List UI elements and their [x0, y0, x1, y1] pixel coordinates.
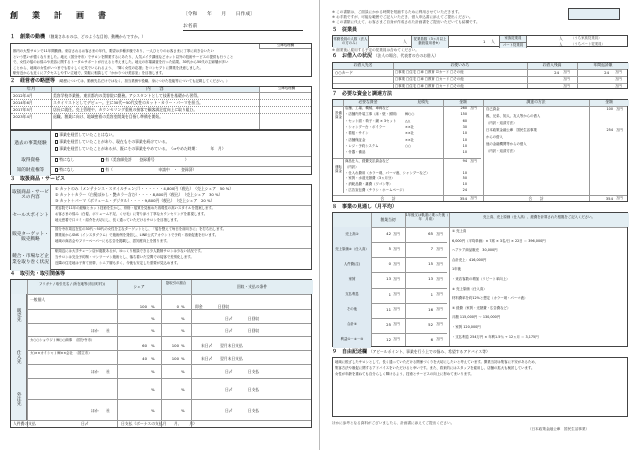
forecast-start: 12: [386, 336, 391, 342]
partners-header-share: シェア: [117, 280, 161, 294]
forecast-basis-line: ・支払利息 254万円 × 年利1.5％ ÷ 12ヵ月 ＝ 3,175円: [452, 334, 539, 339]
supplier-kake: 100: [171, 356, 179, 361]
forecast-label: その他: [333, 303, 371, 318]
partners-header-kake: 掛取引の割合: [161, 280, 191, 294]
customer-name: 一般個人: [30, 297, 46, 302]
free-text-line: 女性が年齢を重ねても自分らしく輝けるよう、技術とサービスの向上に努めてまいります。: [335, 372, 474, 376]
opex-amount: 50: [462, 176, 467, 181]
suppliers-label: 仕入先: [11, 336, 27, 378]
capex-item: ・レジ・予約システム: [345, 143, 379, 148]
loans-header-annual: 年間返済額: [577, 63, 629, 69]
loan-lender: ○○カード: [335, 70, 354, 75]
past-business-option[interactable]: 事業を経営していたことがあるが、既にその事業をやめている。（⇒やめた時期： 年 月）: [55, 147, 226, 151]
customer-term: 日〆 日回収: [225, 316, 260, 321]
payroll-label: 人件費の支払: [13, 421, 36, 426]
supplier-term: 日〆 日支払: [225, 369, 260, 374]
fund-total-unit: 万円: [616, 196, 623, 200]
forecast-unit: 万円: [393, 246, 400, 251]
forecast-later: 15: [428, 261, 433, 267]
selling-point-line: 地元密着で口コミ・紹介を大切にし、長く通っていただけるサロンを目指します。: [55, 218, 181, 222]
forecast-basis-line: ② 売上原価（仕入高）: [452, 286, 487, 291]
free-text-line: 地域に根ざしたサロンとして、長く通っていただける関係づくりを大切にしたいと考えています。開業当初は集客に不安があるため、: [335, 360, 538, 364]
section4-title: ４ 取引先・取引関係等: [10, 271, 66, 277]
forecast-header-later: 1年後又は軌道に乗った後（ 年 月頃）: [405, 213, 449, 227]
forecast-label: 人件費(注): [333, 257, 371, 272]
section6-title: ６ お借入の状況 （法人の場合、代表者の方のお借入）: [332, 53, 439, 59]
section5-title: ５ 従業員: [332, 27, 358, 33]
history-year: 2023年4月: [13, 114, 33, 119]
competition-label: 競合・市場など企業を取り巻く状況: [11, 248, 51, 271]
capex-amount: 260: [460, 106, 467, 110]
customer-term: 即金 日回収: [195, 304, 230, 309]
loan-unit: 万円: [615, 83, 622, 88]
history-header-desc: 内 容: [51, 87, 259, 92]
capex-source: ㈱○○: [405, 112, 415, 117]
capex-item: 店舗、工場、機械、車両など: [345, 106, 390, 110]
capex-item: ・セット面・椅子・鏡 × 3セット: [345, 118, 397, 123]
capex-amount: 30: [462, 124, 467, 129]
capex-source: ××社: [405, 137, 415, 142]
capex-amount: 60: [462, 118, 467, 123]
forecast-unit: 万円: [393, 261, 400, 266]
forecast-unit: 万円: [436, 231, 443, 236]
forecast-unit: 万円: [436, 322, 443, 327]
fund-unit: 万円: [616, 107, 623, 111]
forecast-later: 7: [430, 246, 433, 252]
strategy-line: 開業前からSNS（インスタグラム）で施術例を発信し、LINE公式アカウントで予約・再来促進を行います。: [55, 233, 219, 237]
loan-unit: 万円: [615, 76, 622, 81]
capex-source: ○○: [405, 143, 411, 148]
partners-header-name: フリガナ / 取引先名 / (所在地等(市区町村)): [27, 280, 117, 294]
notice-line: ※ この書類に代えて、お客さまご自身が作成された計画書をご提出いただいても結構です。: [332, 20, 480, 24]
forecast-unit: 万円: [436, 246, 443, 251]
history-year: 2017年5月: [13, 107, 33, 112]
forecast-basis-line: ③ 経費（家賃・光熱費・広告費など）: [452, 305, 511, 310]
need-total: 354: [459, 195, 467, 201]
need-header-amount: 金額: [443, 100, 483, 106]
forecast-basis-line: 材料費率を約12%と想定（カラー剤・パーマ液）: [452, 296, 528, 301]
employees-note-top: ※ 創業後に雇用する予定の従業員は含めてください。: [332, 48, 419, 52]
need-total-unit: 万円: [470, 196, 477, 200]
need-header-source: 見積先: [403, 100, 443, 106]
subcontractors-label: 外注先: [11, 378, 27, 420]
opex-item: ・仕入れ費用（カラー剤、パーマ液、シャンプーなど）: [345, 170, 430, 175]
customer-kake: 0: [176, 304, 179, 309]
loans-header-lender: お借入先名: [333, 63, 393, 69]
loan-balance: 24: [554, 70, 559, 75]
forecast-basis-line: ① 売上高: [452, 229, 467, 233]
forecast-start: 42: [386, 231, 391, 237]
fund-amount: 254: [606, 128, 613, 132]
section8-title: ８ 事業の見通し（月平均）: [332, 204, 398, 210]
forecast-basis-line: ・来店客数の増加（リピート率向上）: [452, 277, 510, 281]
competition-line: 駅周辺には大手チェーン店が複数あるが、ゆっくり相談できる少人数制サロンは少ない状況です。: [55, 249, 204, 253]
past-business-option[interactable]: 事業を経営していたことはない。: [55, 133, 116, 137]
subcontractor-term: 日〆 日支払: [225, 387, 260, 392]
forecast-table: [332, 212, 628, 347]
selling-point-line: お客さまの悩み（白髪、ボリューム不足、くせ毛）に寄り添う丁寧なカウンセリングを重視します。: [55, 212, 208, 216]
section9-title: ９ 自由記述欄 （アピールポイント、事業を行う上での悩み、希望するアドバイス等）: [332, 349, 490, 355]
loans-header-use: お使いみち: [393, 63, 527, 69]
right-page: [320, 0, 640, 450]
opex-unit: 万円: [470, 159, 477, 163]
capex-amount: 10: [462, 150, 467, 155]
loan-unit: 万円: [615, 70, 622, 74]
applicant-name-field[interactable]: お名前: [183, 24, 303, 31]
capex-item: ・什器・備品: [345, 150, 366, 155]
capex-amount: 10: [462, 143, 467, 148]
selling-points-label: セールスポイント: [11, 205, 51, 226]
opex-amount: 24: [462, 188, 467, 192]
capex-amount: 10: [462, 131, 467, 136]
office-use-label: 公庫処理欄: [259, 44, 311, 49]
fund-header-amount: 金額: [589, 100, 629, 106]
employee-unit: 人: [491, 39, 495, 44]
forecast-label: 利益①－②－③: [333, 333, 371, 348]
need-header-item: 必要な資金: [333, 100, 403, 106]
supplier-name: カ○○ショウジ / ㈱○○商事 （国分寺市）: [30, 338, 95, 342]
forecast-unit: 万円: [436, 337, 443, 342]
motivation-line: で、女性の髪のお悩みや美容に関するトータルサポートが行えると考えました。地元の市場調査を行った結果、30代から50代の主婦層が多い: [13, 60, 229, 64]
family-count-label: 家族従業員: [499, 36, 527, 42]
forecast-start: 0: [388, 261, 391, 267]
section1-title: １ 創業の動機 （創業されるのは、どのような目的、動機からですか。）: [10, 34, 146, 40]
creation-date: 〔令和 年 月 日作成〕: [183, 12, 255, 17]
forecast-start: 5: [388, 246, 391, 252]
footer-note: ほかに参考となる資料がございましたら、計画書に添えてご提出ください。: [332, 421, 455, 425]
forecast-basis-line: 合計売上：416,000円: [452, 257, 487, 262]
payroll-close: 日〆: [81, 421, 89, 426]
forecast-unit: 万円: [393, 307, 400, 312]
opex-amount: 10: [462, 182, 467, 187]
forecast-header-basis: 売上高、売上原価（仕入高）、経費を計算された根拠をご記入ください。: [449, 213, 629, 227]
forecast-basis-line: 月額 115,000円 ～ 130,000円: [452, 315, 501, 320]
ip-option[interactable]: ✓特になし: [56, 167, 75, 174]
fund-item: 他の金融機関等からの借入: [486, 142, 527, 146]
license-option[interactable]: 特になし: [55, 158, 74, 162]
forecast-unit: 万円: [393, 276, 400, 281]
selling-point-line: 美容院で11年の経験とカット技術を生かし、骨格・髪質を見極めた再現性の高いスタイルを提案します。: [55, 206, 215, 210]
capex-source: △△: [405, 118, 411, 123]
forecast-basis-line: 6,000円（平均単価）× 7席 × 3名/日 × 22日 ＝ 396,000円: [452, 238, 546, 243]
products-label: 取扱商品・サービスの内容: [11, 185, 51, 205]
experience-table: [10, 130, 312, 175]
fund-total-label: 合 計: [528, 195, 544, 201]
motivation-line: という思いが強くなりました。地元（国分寺市）でサロンを開業するにあたり、人気メイク講座などカット以外の技術サービスの提供も行うこと: [13, 54, 234, 59]
supplier-share: 40: [142, 356, 147, 361]
capex-unit: 万円: [470, 106, 477, 110]
past-business-option[interactable]: 事業を経営していたことがあり、現在もその事業を続けている。: [55, 140, 169, 144]
customers-label: 販売先: [11, 294, 27, 336]
fund-item: （内訳・返済方法）: [486, 149, 517, 153]
strategy-line: 国分寺市周辺在住の30代～50代の女性を主なターゲットとし、「髪を整えて毎日を前向きに」を打ち出します。: [55, 227, 226, 231]
forecast-basis-line: 1年後: [452, 267, 461, 272]
opex-amount: 10: [462, 170, 467, 175]
family-unit: 人: [559, 35, 563, 41]
fund-item: からの借入: [486, 135, 503, 139]
notice-line: ※ この書類は、ご面談にかかる時間を短縮するために利用させていただきます。: [332, 10, 462, 14]
motivation-line: 都内の大型サロンで11年間勤務。来店されるお客さまの年代、要望は多種多様であり、一人ひとりのお客さまに丁寧に向き合いたい: [13, 49, 214, 53]
footer-org: （日本政策金融公庫 国民生活事業）: [528, 427, 590, 431]
section7-title: ７ 必要な資金と調達方法: [332, 91, 393, 97]
partners-header-terms: 回収・支払の条件: [191, 280, 313, 294]
supplier-others: ほか 社: [91, 369, 110, 374]
section2-title: ２ 経営者の略歴等 （略歴については、勤務先名だけではなく、担当業務や役職、身につけた技能等についても記載してください。）: [10, 78, 230, 84]
subcontractor-term: 日〆 日支払: [225, 408, 260, 413]
loans-table: [332, 62, 628, 89]
free-text-line: 集客方法や販促に関するアドバイスをいただけると幸いです。また、将来的にはスタッフを雇用し、店舗の拡大も検討しています。: [335, 366, 535, 370]
history-year: 2012年4月: [13, 93, 33, 98]
loan-unit: 万円: [563, 76, 570, 81]
history-text: 店長に就任。売上管理や、カウンセリング重視の接客で顧客満足度向上に取り組む。: [53, 107, 198, 112]
forecast-later: 16: [428, 306, 433, 312]
opex-item: 商品仕入、経費支払資金など: [345, 159, 390, 163]
officer-count-label: 常勤役員の人数（法人の方のみ）: [333, 36, 369, 48]
opex-item: ・家賃・水道光熱費（3ヵ月分）: [345, 176, 395, 181]
fund-item: 親、兄弟、知人、友人等からの借入: [486, 114, 541, 118]
history-header-year: 年月: [11, 87, 51, 92]
forecast-label: 合計③: [333, 318, 371, 333]
officer-unit: 人: [403, 39, 407, 44]
supplier-share: 60: [142, 343, 147, 348]
forecast-later: 52: [428, 321, 433, 327]
fund-amount: 100: [606, 107, 613, 111]
payroll-pay: 日支払（ボーナスの支払月 月、 月）: [121, 421, 197, 426]
loan-annual: 24: [604, 70, 609, 75]
products-table: [10, 184, 312, 270]
opex-label: 運転資金: [335, 165, 342, 173]
notice-line: ※ お手数ですが、可能な範囲でご記入いただき、借入申込書に添えてご提出ください。: [332, 15, 473, 19]
fund-item: （内訳・返済方法）: [486, 121, 517, 125]
forecast-unit: 万円: [393, 231, 400, 236]
capex-item: ・店舗保証金: [345, 137, 366, 142]
past-business-label: 過去の事業経験: [11, 131, 51, 156]
history-text: 退職。創業に向け、地域密着の美容室開業を目指し準備を開始。: [53, 114, 163, 119]
forecast-basis-line: ・家賃 120,000円: [452, 325, 481, 329]
capex-source: ××社: [405, 124, 415, 129]
competition-line: 当サロンは完全予約制・マンツーマン施術とし、落ち着いた空間での接客で差別化します。: [55, 255, 194, 259]
capex-item: ・看板・サイン: [345, 131, 369, 136]
forecast-start: 11: [386, 306, 391, 312]
employee-count-label: 従業員数（3ヵ月以上継続雇用者※）: [411, 36, 449, 48]
capex-amount: 150: [460, 112, 467, 117]
opex-item: （内訳）: [345, 164, 359, 169]
employees-table: [332, 35, 628, 47]
loan-unit: 万円: [563, 83, 570, 88]
need-total-label: 合 計: [380, 195, 396, 201]
capex-amount: 10: [462, 137, 467, 142]
forecast-later: 13: [428, 276, 433, 282]
opex-amount: 94: [462, 159, 467, 163]
subcontractor-others: ほか 社: [91, 408, 110, 413]
forecast-label: 売上高①: [333, 227, 371, 242]
motivation-box[interactable]: [10, 43, 312, 77]
employees-note: （うち家族従業員）: [571, 36, 602, 40]
capex-source: ××社: [405, 131, 415, 136]
strategy-line: 地域の商店会やフリーペーパーにも広告を掲載し、認知度向上を図ります。: [55, 239, 170, 243]
license-option[interactable]: ✓有（美容師免許 登録番号 ）: [102, 157, 189, 164]
customer-others: ほか 社: [91, 328, 110, 333]
forecast-unit: 万円: [436, 307, 443, 312]
office-use-label: 公庫処理欄: [259, 87, 313, 92]
employee-count[interactable]: 1: [483, 39, 486, 44]
capex-item: ・店舗内外装工事（床・壁・照明）: [345, 112, 400, 117]
history-text: 美容学校卒業後、東京都内の美容院に勤務。アシスタントとして技術を基礎から習得。: [53, 93, 201, 98]
forecast-unit: 万円: [436, 261, 443, 266]
forecast-later: 1: [430, 291, 433, 297]
fund-item: 日本政策金融公庫 国民生活事業: [486, 128, 537, 132]
forecast-start: 13: [386, 276, 391, 282]
partners-table: フリガナ / 取引先名 / (所在地等(市区町村)) シェア 掛取引の割合 回収・支払の条件 販売先 一般個人 100 % 0 % 即金 日回収 % % 日〆 日回収 ほか 社 % % 日〆 日回収 仕入先 カ○○ショウジ / ㈱○○商事 （国分寺市） 60 % 100 % 末日〆 翌月末日支払 カ)××カイシャ / ㈱××会社 （国立市） 40 % 100 % 末日〆 翌月末日支払 ほか 社 % % 日〆 日支払 外注先 % % 日〆 日支払 ほか 社 % % 日〆 日支払 人件費の支払 日〆 日支払（ボーナスの支払月 月、 月）: [10, 279, 312, 428]
motivation-line: 駅付近からも近くにアクセスしやすい立地で、気軽に相談して「かかりつけ美容室」を目指します。: [13, 71, 166, 75]
capex-label: 設備資金: [335, 111, 342, 119]
supplier-term: 末日〆 翌月末日支払: [201, 343, 243, 348]
target-strategy-label: 販売ターゲット・販売戦略: [11, 226, 51, 248]
forecast-later: 6: [430, 336, 433, 342]
form-title: 創 業 計 画 書: [10, 11, 109, 20]
capex-item: ・シャンプー台・ボイラー: [345, 124, 386, 129]
forecast-basis-line: ヘアケア商品販売 30,000円: [452, 248, 498, 253]
funds-table: [332, 99, 628, 202]
loan-use: □事業 □住宅 □車 □教育 □カード □その他: [395, 76, 464, 81]
motivation-line: ことから、地域の女性がいつまでも若々しく元気でいられるよう、「輝く女性の応援」をコンセプトに開業を決意しました。: [13, 65, 203, 70]
product-line: ① カットのみ（メンテナンス・スタイルチェンジ）・・・・・・4,800円（税込） （売上シェア 50 %）: [55, 186, 234, 191]
forecast-unit: 万円: [393, 292, 400, 297]
office-use-box: [568, 8, 620, 20]
ip-label: 知的財産権等: [11, 166, 51, 176]
product-line: ③ カット＋パーマ（ボリューム・デジタル）・・・・9,800円（税込） （売上シェア 20 %）: [55, 198, 215, 203]
fund-total: 354: [605, 195, 613, 201]
loan-use: □事業 □住宅 □車 □教育 ☑カード □その他: [395, 70, 464, 74]
opex-item: ・広告宣伝費（チラシ・ホームページ）: [345, 188, 406, 192]
forecast-unit: 万円: [436, 276, 443, 281]
ip-option[interactable]: 有（ 申請中 ・ 登録済）: [101, 168, 196, 172]
part-unit: 人: [559, 41, 563, 47]
forecast-unit: 万円: [393, 337, 400, 342]
free-text-box[interactable]: [332, 357, 628, 417]
loan-use: □事業 □住宅 □車 □教育 □カード □その他: [395, 83, 464, 88]
supplier-kake: 100: [171, 343, 179, 348]
loans-header-balance: お借入残高: [527, 63, 577, 69]
fund-item: 自己資金: [486, 107, 500, 111]
forecast-label: 支払利息: [333, 288, 371, 303]
loan-unit: 万円: [563, 70, 570, 74]
forecast-label: 売上原価②（仕入高）: [333, 242, 371, 257]
fund-unit: 万円: [616, 128, 623, 132]
forecast-unit: 万円: [436, 292, 443, 297]
customer-share: 100: [139, 304, 147, 309]
forecast-start: 25: [386, 321, 391, 327]
forecast-header-start: 創業当初: [371, 213, 405, 227]
opex-item: ・消耗品費・雑費（ワゴン等）: [345, 182, 393, 187]
competition-line: 近隣の住宅地は子育て世帯、シニア層も多く、今後も安定した需要が見込めます。: [55, 261, 181, 265]
supplier-term: 末日〆 翌月末日支払: [201, 356, 243, 361]
section3-title: ３ 取扱商品・サービス: [10, 176, 66, 182]
fund-header-method: 調達の方法: [483, 100, 589, 106]
forecast-start: 1: [388, 291, 391, 297]
history-text: スタイリストとしてデビュー。主に30代～50代女性のカット・カラー・パーマを担当。: [53, 100, 203, 105]
part-count-label: パート従業員: [499, 42, 527, 48]
forecast-unit: 万円: [393, 322, 400, 327]
license-label: 取得資格: [11, 156, 51, 166]
forecast-label: 家賃: [333, 272, 371, 287]
product-line: ② カット＋カラー（白髪ぼかし・艶カラー含む）・・・・8,800円（税込） （売上シェア 30 %）: [55, 192, 223, 197]
supplier-name: カ)××カイシャ / ㈱××会社 （国立市）: [30, 351, 92, 355]
customer-term: 日〆 日回収: [225, 328, 260, 333]
forecast-later: 65: [428, 231, 433, 237]
history-table: [10, 86, 312, 130]
history-year: 2014年6月: [13, 100, 33, 105]
employees-note: （うちパート従業員）: [571, 42, 605, 46]
